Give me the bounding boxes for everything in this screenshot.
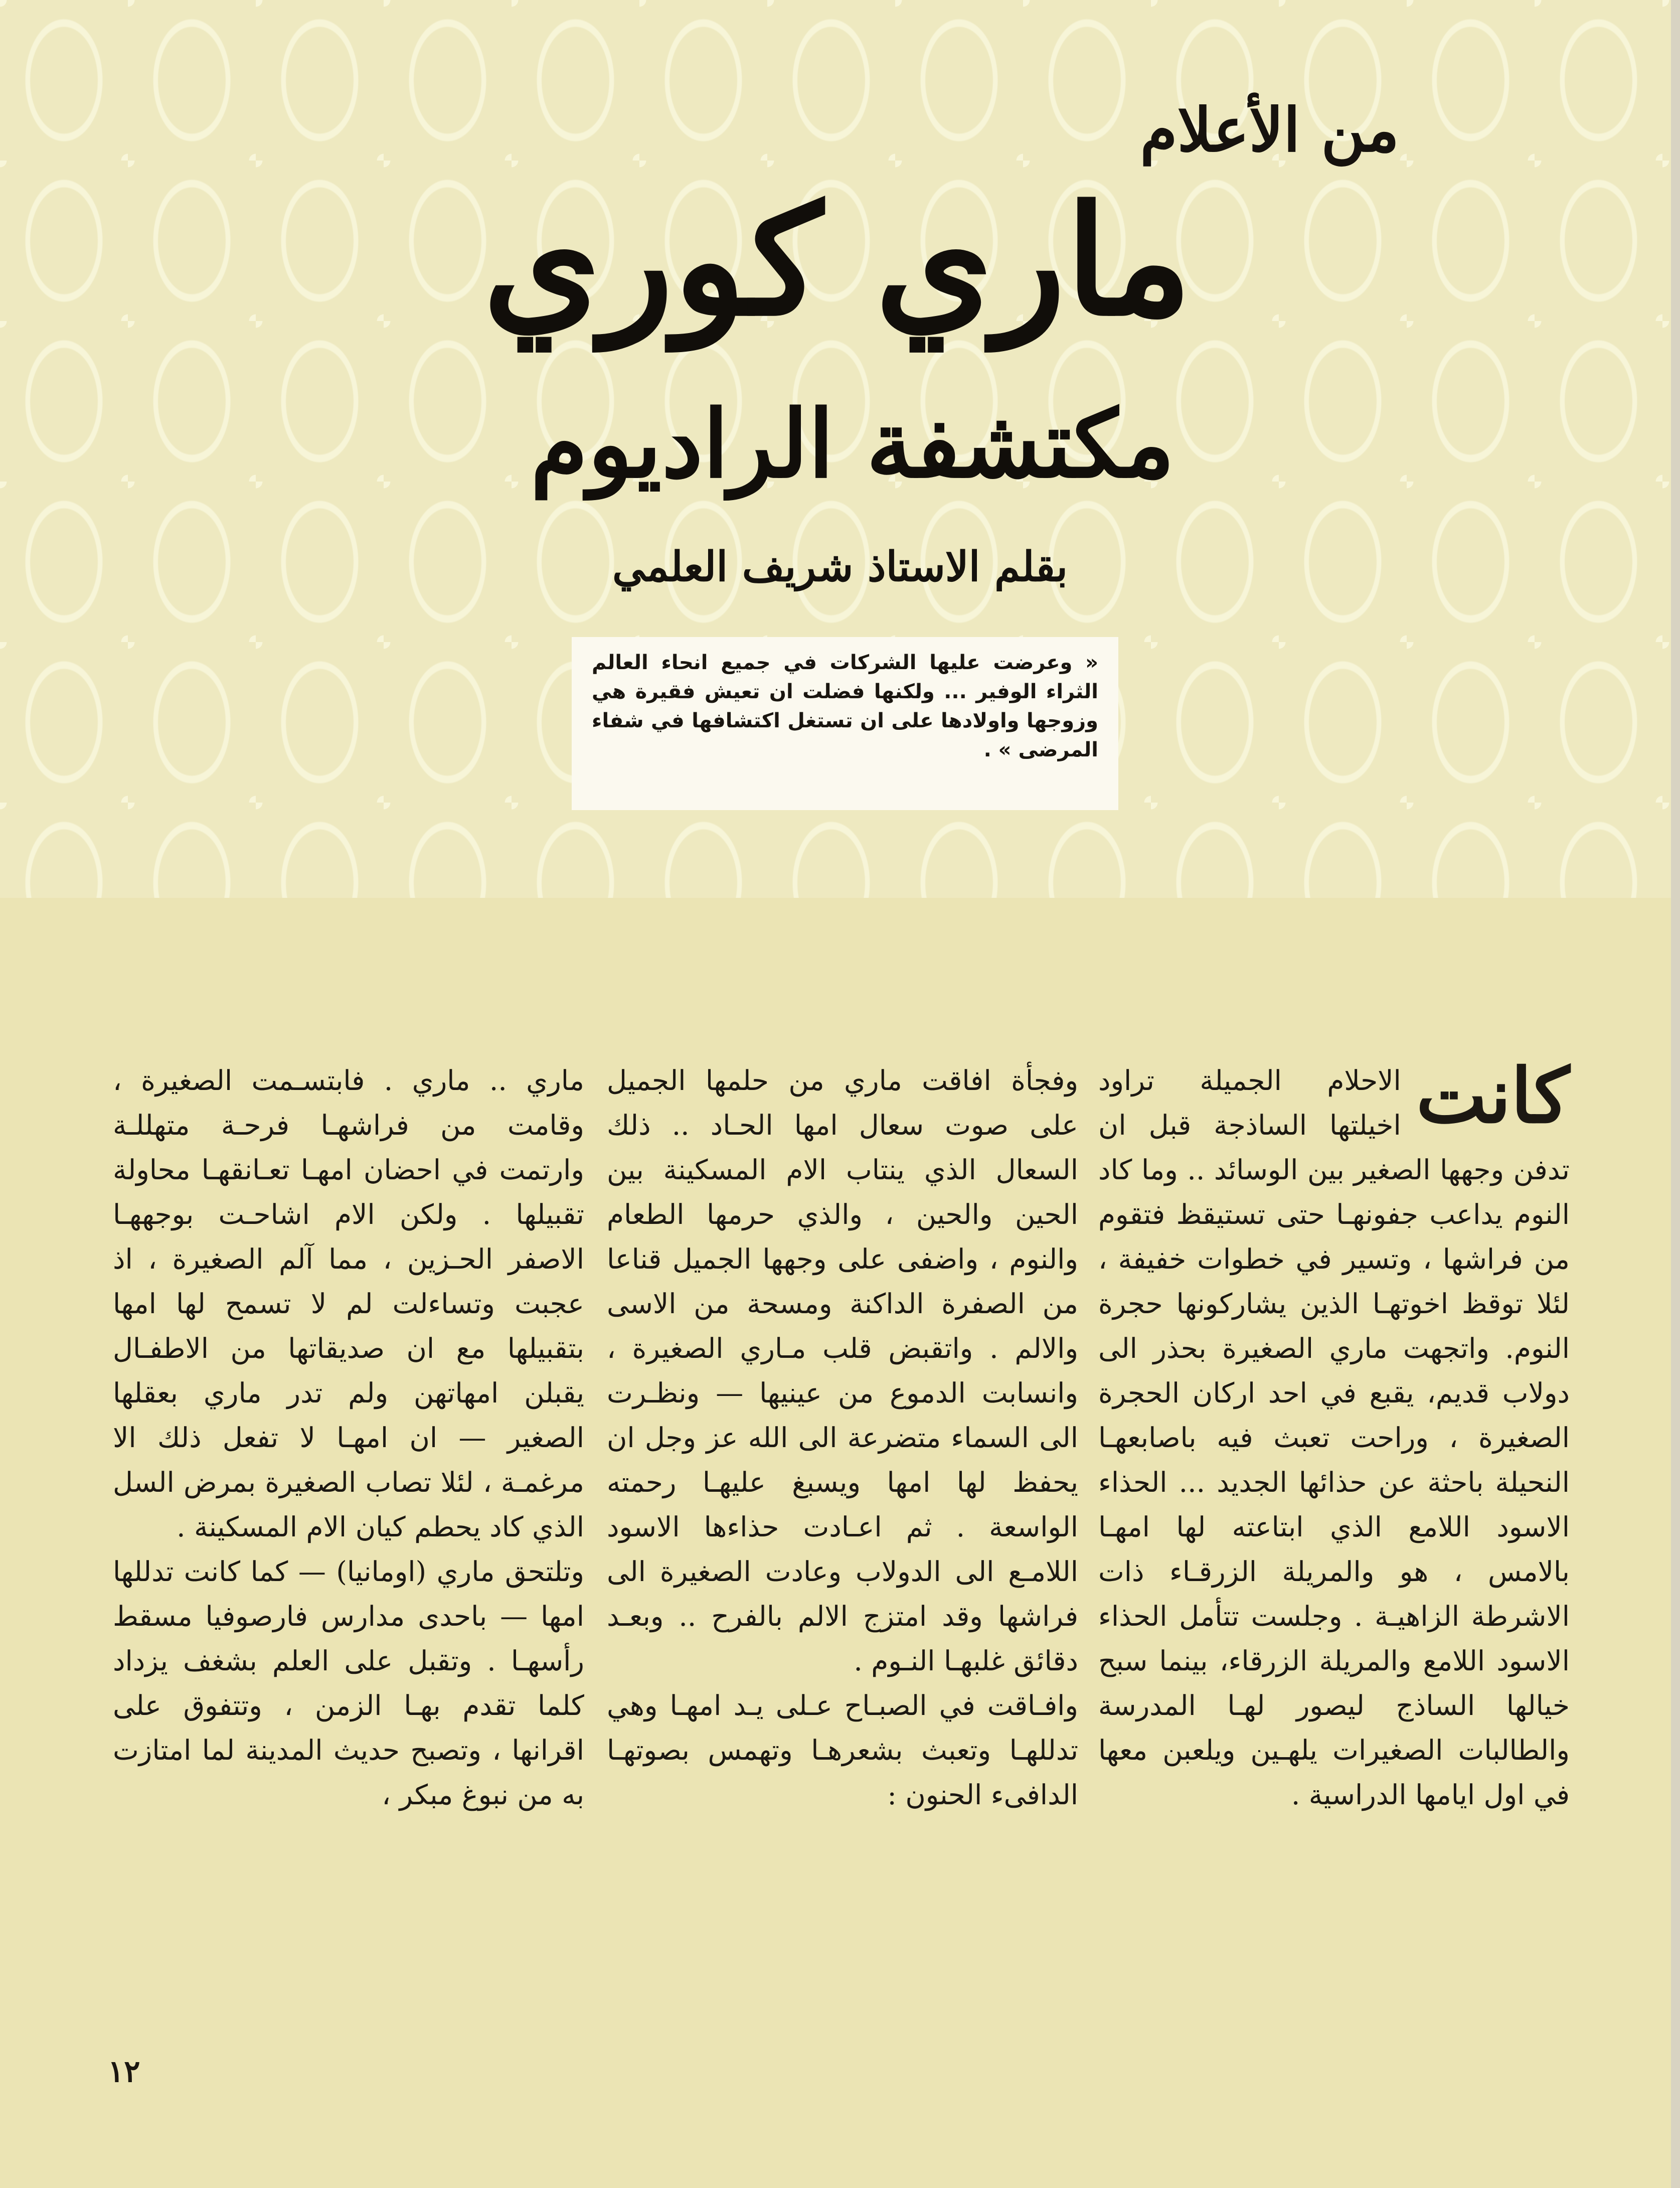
article-paragraph: ماري .. ماري . فابتسـمت الصغيرة ، وقامت من فراشهـا فرحـة متهللـة وارتمت في احضان امهـا تعـانقهـا محاولة تقبيلها . ولكن الام اشاحـت بوجههـا الاصفر الحـزين ، مما آلم الصغيرة ، اذ عجبت وتساءلت لم لا تسمح لها امها بتقبيلها مع ان صديقاتها من الاطفـال يقبلن امهاتهن ولم تدر ماري بعقلها الصغير — ان امهـا لا تفعل ذلك الا مرغمـة ، لئلا تصاب الصغيرة بمرض السل الذي كاد يحطم كيان الام المسكينة . [113, 1064, 584, 1543]
pull-quote-text: « وعرضت عليها الشركات في جميع انحاء العالم الثراء الوفير ... ولكنها فضلت ان تعيش فقيرة هي وزوجها واولادها على ان تستغل اكتشافها في شفاء المرضى » . [592, 651, 1098, 761]
article-column-3 [113, 1058, 584, 2062]
article-paragraph: وتلتحق ماري (اومانيا) — كما كانت تدللها امها — باحدى مدارس فارصوفيا مسقط رأسهـا . وتقبل على العلم بشغف يزداد كلما تقدم بهـا الزمن ، وتتفوق على اقرانها ، وتصبح حديث المدينة لما امتازت به من نبوغ مبكر ، [113, 1555, 584, 1811]
author-byline: بقلم الاستاذ شريف العلمي [612, 543, 1068, 591]
article-column-1 [1098, 1052, 1570, 2062]
article-column-2 [607, 1058, 1078, 2062]
page-number: ١٢ [108, 2054, 140, 2089]
pull-quote-box [572, 637, 1118, 810]
page-subtitle: مكتشفة الراديوم [530, 389, 1175, 499]
article-paragraph: الاحلام الجميلة تراود اخيلتها الساذجة قبل ان تدفن وجهها الصغير بين الوسائد .. وما كاد النوم يداعب جفونهـا حتى تستيقظ فتقوم من فراشها ، وتسير في خطوات خفيفة ، لئلا توقظ اخوتهـا الذين يشاركونها حجرة النوم. واتجهت ماري الصغيرة بحذر الى دولاب قديم، يقبع في احد اركان الحجرة الصغيرة ، وراحت تعبث فيه باصابعهـا النحيلة باحثة عن حذائها الجديد ... الحذاء الاسود اللامع الذي ابتاعته لها امهـا بالامس ، هو والمريلة الزرقـاء ذات الاشرطة الزاهيـة . وجلست تتأمل الحذاء الاسود اللامع والمريلة الزرقاء، بينما سبح خيالها الساذج ليصور لهـا المدرسة والطالبات الصغيرات يلهـين ويلعبن معها في اول ايامها الدراسية . [1098, 1064, 1570, 1811]
article-paragraph: وفجأة افاقت ماري من حلمها الجميل على صوت سعال امها الحـاد .. ذلك السعال الذي ينتاب الام المسكينة بين الحين والحين ، والذي حرمها الطعام والنوم ، واضفى على وجهها الجميل قناعا من الصفرة الداكنة ومسحة من الاسى والالم . واتقبض قلب مـاري الصغيرة ، وانسابت الدموع من عينيها — ونظـرت الى السماء متضرعة الى الله عز وجل ان يحفظ لها امها ويسبغ عليهـا رحمته الواسعة . ثم اعـادت حذاءها الاسود اللامـع الى الدولاب وعادت الصغيرة الى فراشها وقد امتزج الالم بالفرح .. وبعـد دقائق غلبهـا النـوم . [607, 1064, 1078, 1677]
article-paragraph: وافـاقت في الصبـاح عـلى يـد امهـا وهي تدللهـا وتعبث بشعرهـا وتهمس بصوتهـا الدافىء الحنون : [607, 1689, 1078, 1811]
page-title: ماري كوري [483, 172, 1192, 349]
section-label: من الأعلام [1140, 95, 1399, 166]
page-edge [1671, 0, 1680, 2188]
dropcap: كانت [1416, 1052, 1570, 1140]
